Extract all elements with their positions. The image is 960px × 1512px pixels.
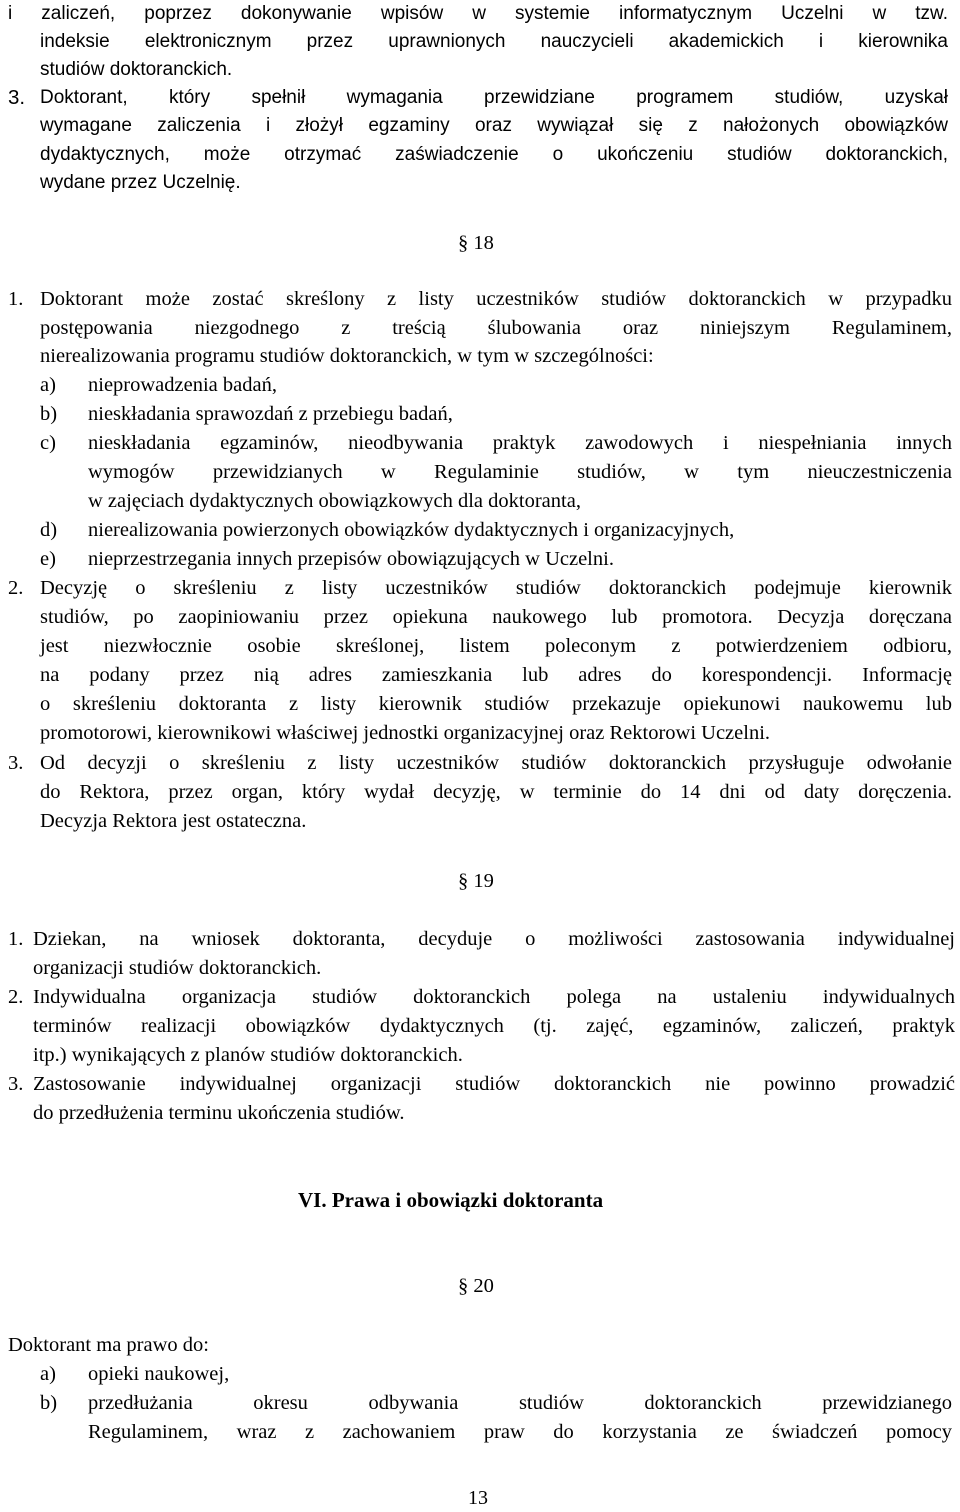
text-line: jest niezwłocznie osobie skreślonej, listem poleconym z potwierdzeniem odbioru, bbox=[40, 635, 952, 657]
text-line: do przedłużenia terminu ukończenia studiów. bbox=[33, 1102, 405, 1124]
text-line: postępowania niezgodnego z treścią ślubowania oraz niniejszym Regulaminem, bbox=[40, 317, 952, 339]
text-line: opieki naukowej, bbox=[88, 1363, 230, 1385]
text-line: Zastosowanie indywidualnej organizacji studiów doktoranckich nie powinno prowadzić bbox=[33, 1073, 955, 1095]
item-number: 2. bbox=[8, 577, 24, 599]
text-line: nierealizowania powierzonych obowiązków dydaktycznych i organizacyjnych, bbox=[88, 519, 735, 541]
text-line: wymagane zaliczenia i złożył egzaminy oraz wywiązał się z nałożonych obowiązków bbox=[40, 115, 948, 136]
text-line: studiów, po zaopiniowaniu przez opiekuna naukowego lub promotora. Decyzja doręczana bbox=[40, 606, 952, 628]
text-line: na podany przez nią adres zamieszkania lub adres do korespondencji. Informację bbox=[40, 664, 952, 686]
list-marker: e) bbox=[40, 548, 56, 570]
text-line: Od decyzji o skreśleniu z listy uczestników studiów doktoranckich przysługuje odwołanie bbox=[40, 752, 952, 774]
text-line: itp.) wynikających z planów studiów doktoranckich. bbox=[33, 1044, 463, 1066]
text-line: promotorowi, kierownikowi właściwej jednostki organizacyjnej oraz Rektorowi Uczelni. bbox=[40, 722, 771, 744]
text-line: organizacji studiów doktoranckich. bbox=[33, 957, 322, 979]
list-marker: c) bbox=[40, 432, 56, 454]
text-line: studiów doktoranckich. bbox=[40, 59, 233, 80]
text-line: nieprowadzenia badań, bbox=[88, 374, 277, 396]
text-line: Decyzję o skreśleniu z listy uczestników studiów doktoranckich podejmuje kierownik bbox=[40, 577, 952, 599]
text-line: Doktorant, który spełnił wymagania przewidziane programem studiów, uzyskał bbox=[40, 87, 948, 108]
list-marker: b) bbox=[40, 1392, 58, 1414]
item-number: 3. bbox=[8, 752, 24, 774]
text-line: Doktorant ma prawo do: bbox=[8, 1334, 209, 1356]
page-number: 13 bbox=[468, 1487, 488, 1509]
text-line: przedłużania okresu odbywania studiów doktoranckich przewidzianego bbox=[88, 1392, 952, 1414]
text-line: o skreśleniu doktoranta z listy kierownik studiów przekazuje opiekunowi naukowemu lub bbox=[40, 693, 952, 715]
text-line: nieskładania egzaminów, nieodbywania praktyk zawodowych i niespełniania innych bbox=[88, 432, 952, 454]
item-number: 3. bbox=[8, 1073, 24, 1095]
text-line: wymogów przewidzianych w Regulaminie studiów, w tym nieuczestniczenia bbox=[88, 461, 952, 483]
text-line: w zajęciach dydaktycznych obowiązkowych dla doktoranta, bbox=[88, 490, 581, 512]
text-line: nieskładania sprawozdań z przebiegu badań, bbox=[88, 403, 453, 425]
text-line: Indywidualna organizacja studiów doktoranckich polega na ustaleniu indywidualnych bbox=[33, 986, 955, 1008]
list-marker: d) bbox=[40, 519, 58, 541]
text-line: indeksie elektronicznym przez uprawnionych nauczycieli akademickich i kierownika bbox=[40, 31, 948, 52]
list-marker: a) bbox=[40, 1363, 56, 1385]
text-line: nierealizowania programu studiów doktoranckich, w tym w szczególności: bbox=[40, 345, 654, 367]
text-line: Decyzja Rektora jest ostateczna. bbox=[40, 810, 307, 832]
item-number: 1. bbox=[8, 288, 24, 310]
item-number: 3. bbox=[8, 86, 26, 109]
list-marker: a) bbox=[40, 374, 56, 396]
list-marker: b) bbox=[40, 403, 58, 425]
text-line: nieprzestrzegania innych przepisów obowiązujących w Uczelni. bbox=[88, 548, 614, 570]
section-symbol-18: § 18 bbox=[458, 232, 494, 254]
item-number: 1. bbox=[8, 928, 24, 950]
text-line: dydaktycznych, może otrzymać zaświadczenie o ukończeniu studiów doktoranckich, bbox=[40, 144, 948, 165]
text-line: Dziekan, na wniosek doktoranta, decyduje o możliwości zastosowania indywidualnej bbox=[33, 928, 955, 950]
section-heading: VI. Prawa i obowiązki doktoranta bbox=[298, 1188, 604, 1212]
item-number: 2. bbox=[8, 986, 24, 1008]
section-symbol-20: § 20 bbox=[458, 1275, 494, 1297]
section-symbol-19: § 19 bbox=[458, 870, 494, 892]
text-line: Regulaminem, wraz z zachowaniem praw do korzystania ze świadczeń pomocy bbox=[88, 1421, 952, 1443]
text-line: terminów realizacji obowiązków dydaktycznych (tj. zajęć, egzaminów, zaliczeń, praktyk bbox=[33, 1015, 955, 1037]
text-line: wydane przez Uczelnię. bbox=[40, 172, 241, 193]
text-line: Doktorant może zostać skreślony z listy uczestników studiów doktoranckich w przypadku bbox=[40, 288, 952, 310]
text-line: do Rektora, przez organ, który wydał decyzję, w terminie do 14 dni od daty doręczenia. bbox=[40, 781, 952, 803]
text-line: i zaliczeń, poprzez dokonywanie wpisów w systemie informatycznym Uczelni w tzw. bbox=[8, 3, 948, 24]
